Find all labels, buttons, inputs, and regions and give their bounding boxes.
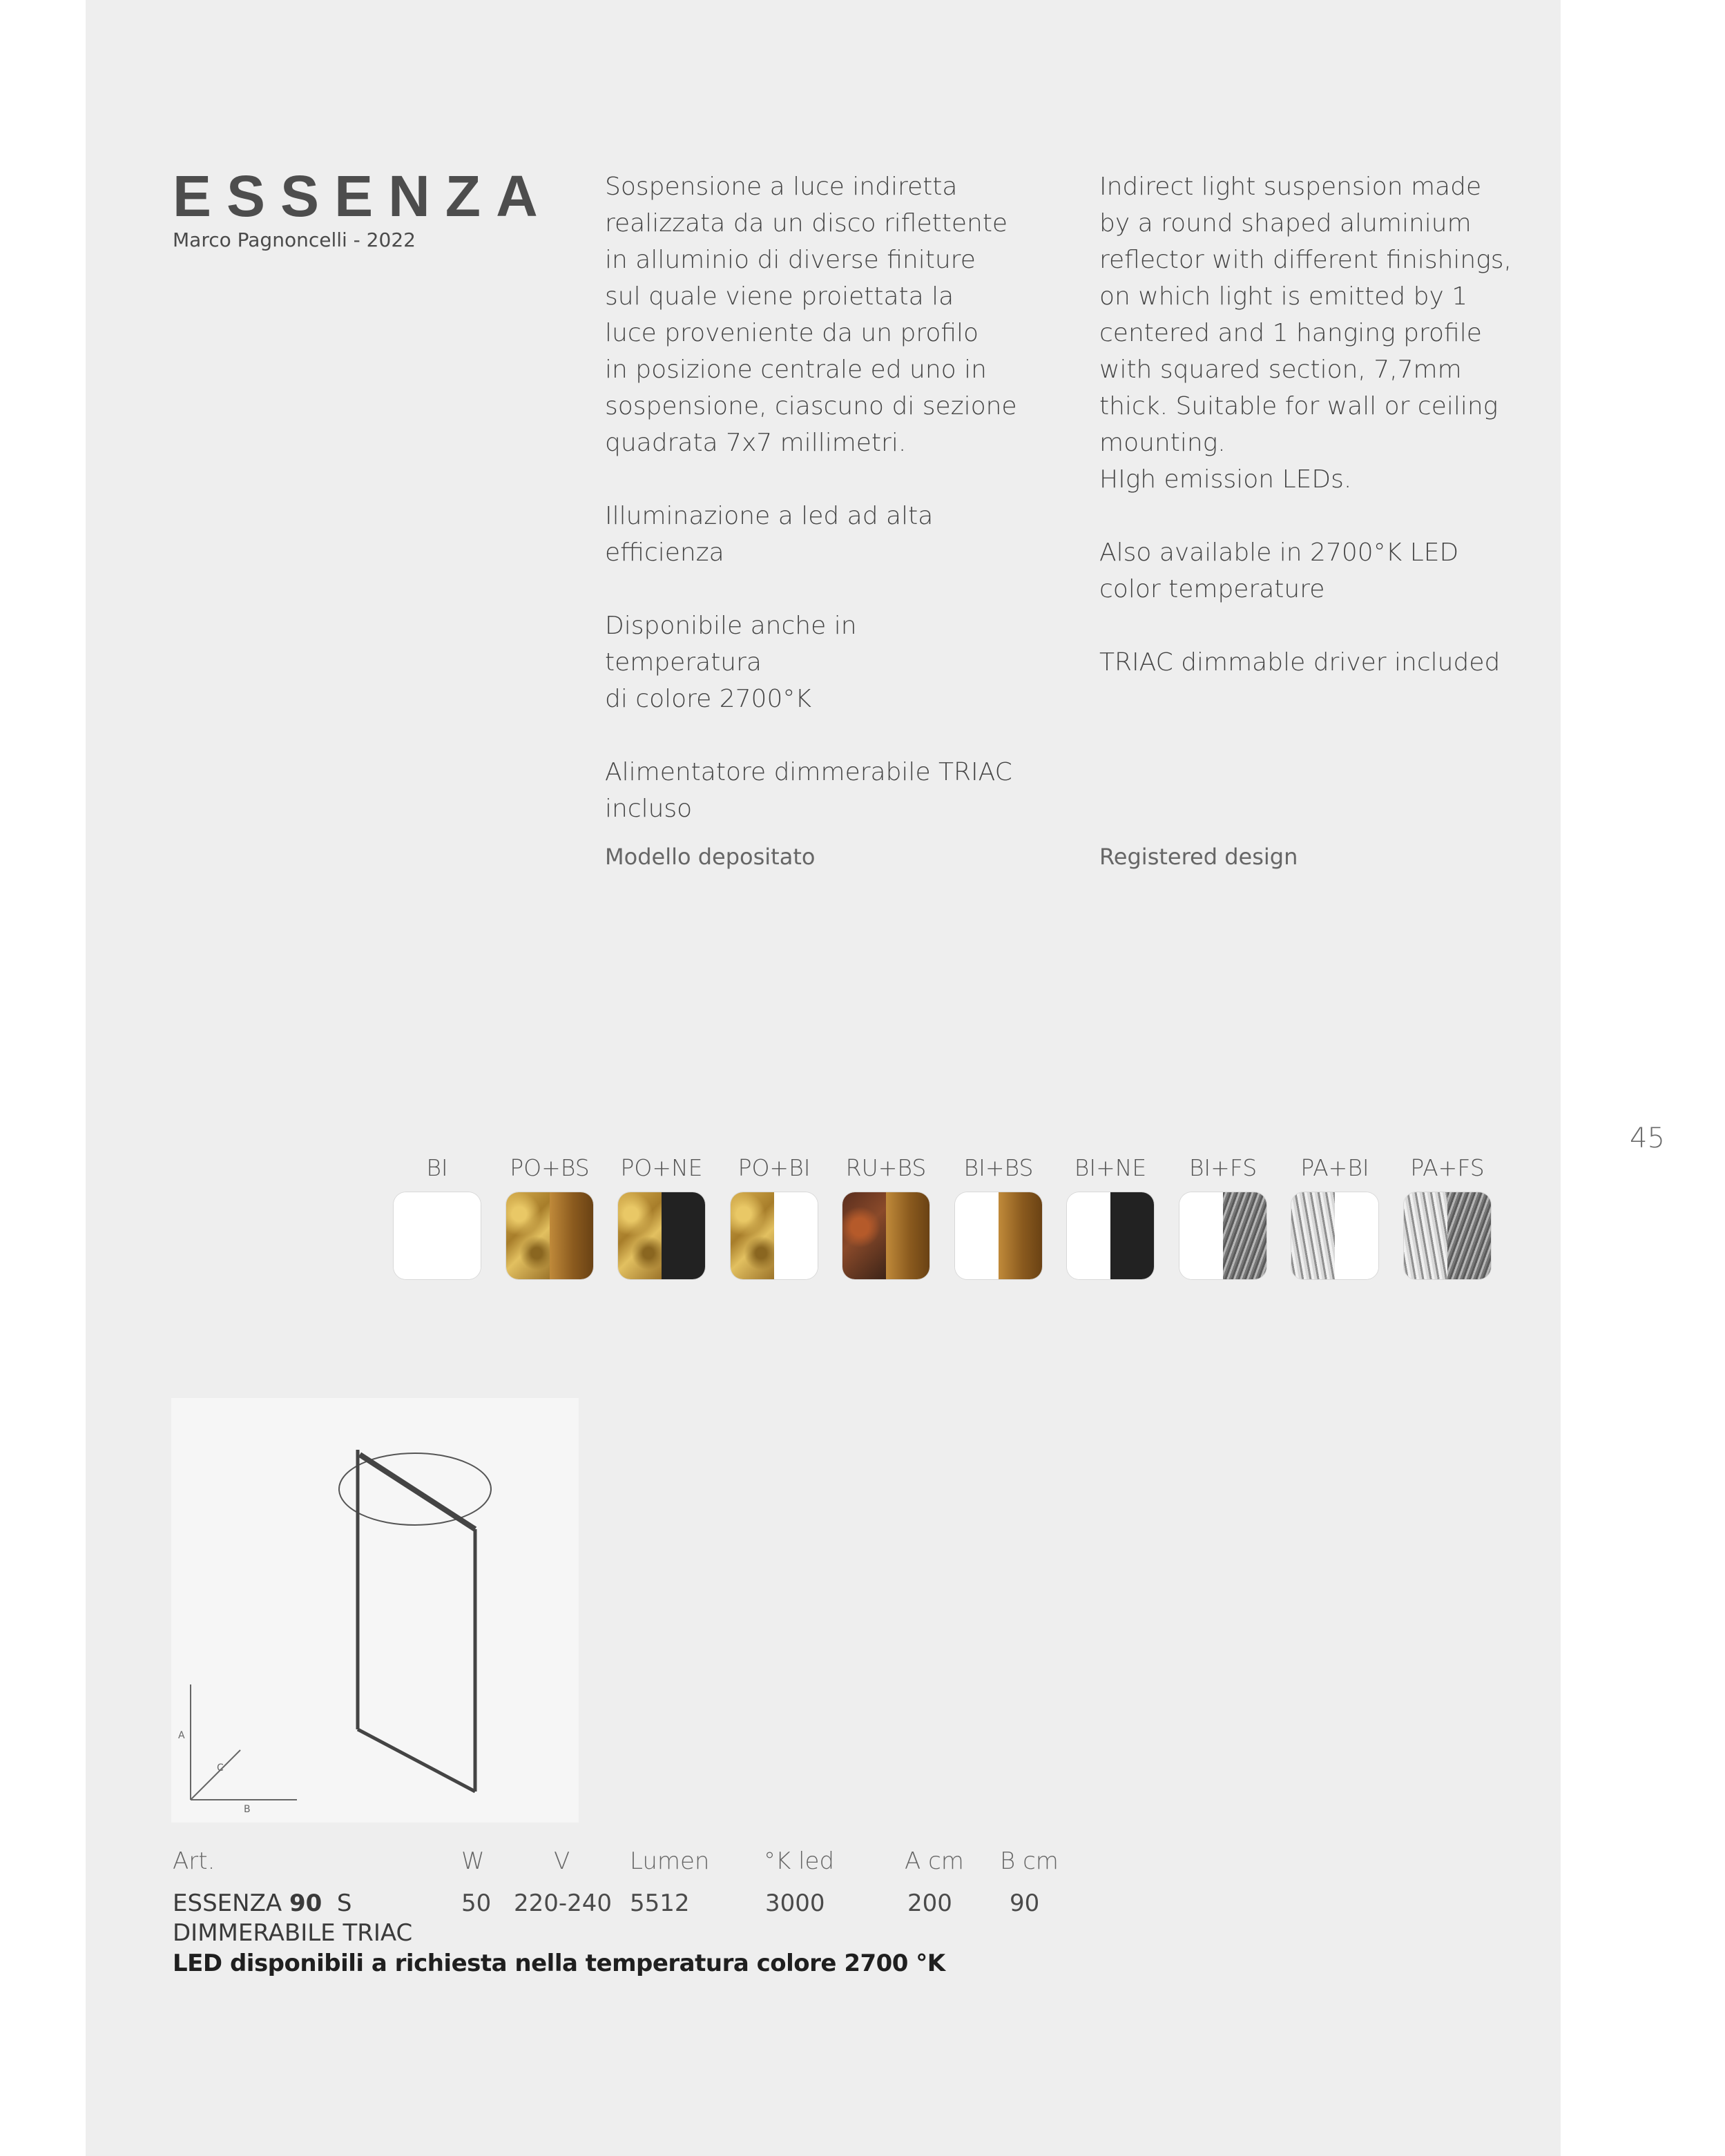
swatch-left-half [955,1192,999,1279]
paragraph: Disponibile anche in temperatura di colore 2700°K [605,612,857,713]
spec-header-w: W [461,1847,485,1875]
description-english [1099,168,1514,717]
spec-header-a-cm: A cm [905,1847,964,1875]
axis-c-line [191,1750,240,1800]
spec-header-k-led: °K led [764,1847,835,1875]
finish-label-po-ne: PO+NE [620,1154,703,1181]
finish-label-bi-fs: BI+FS [1188,1154,1257,1181]
finish-swatch-po-bs [506,1192,593,1279]
paragraph: Also available in 2700°K LED color temperature [1099,538,1459,603]
spec-value-w: 50 [461,1890,492,1917]
finish-swatch-bi-ne [1067,1192,1154,1279]
swatch-right-half [1335,1192,1378,1279]
finish-label-pa-fs: PA+FS [1410,1154,1485,1181]
swatch-right-half [999,1192,1042,1279]
axis-b-label: B [244,1804,251,1815]
finish-label-po-bi: PO+BI [738,1154,811,1181]
finish-label-pa-bi: PA+BI [1300,1154,1369,1181]
product-size: 90 [289,1890,322,1917]
spec-header-art: Art. [173,1847,215,1875]
paragraph: Alimentatore dimmerabile TRIAC incluso [605,758,1012,823]
central-profile [360,1455,475,1529]
spec-header-lumen: Lumen [630,1847,710,1875]
led-availability-note: LED disponibili a richiesta nella temperatura colore 2700 °K [173,1950,945,1977]
swatch-right-half [437,1192,481,1279]
registered-note-italian: Modello depositato [605,844,816,870]
technical-drawing [171,1398,579,1823]
finish-label-po-bs: PO+BS [510,1154,590,1181]
finish-label-bi-ne: BI+NE [1074,1154,1147,1181]
paragraph: Sospensione a luce indiretta realizzata da un disco riflettente in alluminio di diverse finiture sul quale viene proiettata la luce proveniente da un profilo in posizione centrale ed uno in sospensione, ciascuno di sezione quadrata 7x7 millimetri. [605,173,1017,457]
axis-a-label: A [178,1730,185,1741]
swatch-left-half [394,1192,437,1279]
finish-swatch-bi [394,1192,481,1279]
designer-credit: Marco Pagnoncelli - 2022 [173,229,416,251]
finish-swatch-bi-fs [1179,1192,1266,1279]
product-name: ESSENZA [173,1890,282,1917]
swatch-left-half [1291,1192,1335,1279]
page-number: 45 [1630,1123,1665,1154]
swatch-right-half [550,1192,593,1279]
product-type: S [336,1890,352,1917]
swatch-left-half [506,1192,550,1279]
spec-header-v: V [554,1847,570,1875]
bottom-profile [358,1729,475,1791]
spec-value-a-cm: 200 [907,1890,952,1917]
finish-label-bi: BI [426,1154,448,1181]
swatch-right-half [886,1192,929,1279]
finish-label-ru-bs: RU+BS [845,1154,927,1181]
product-subtitle: DIMMERABILE TRIAC [173,1919,413,1947]
spec-value-b-cm: 90 [1010,1890,1040,1917]
spec-value-k-led: 3000 [765,1890,825,1917]
axis-c-label: C [217,1762,224,1774]
product-title: ESSENZA [173,164,553,229]
finish-swatch-po-ne [618,1192,705,1279]
swatch-left-half [1179,1192,1223,1279]
finish-swatch-bi-bs [955,1192,1042,1279]
finish-swatch-po-bi [731,1192,818,1279]
spec-header-b-cm: B cm [1000,1847,1059,1875]
product-code [173,1890,351,1917]
registered-note-english: Registered design [1099,844,1298,870]
finish-swatch-pa-fs [1404,1192,1491,1279]
swatch-left-half [842,1192,886,1279]
swatch-right-half [1223,1192,1266,1279]
spec-value-lumen: 5512 [630,1890,690,1917]
swatch-left-half [1067,1192,1110,1279]
swatch-right-half [662,1192,705,1279]
lamp-diagram [171,1398,579,1823]
finish-label-bi-bs: BI+BS [963,1154,1034,1181]
paragraph: Indirect light suspension made by a round shaped aluminium reflector with different finishings, on which light is emitted by 1 centered and 1 hanging profile with squared section, 7,7mm thick. Suitable for wall or ceiling mounting. HIgh emission LEDs. [1099,173,1512,494]
swatch-right-half [1447,1192,1491,1279]
paragraph: TRIAC dimmable driver included [1099,648,1501,677]
spec-value-v: 220-240 [514,1890,613,1917]
swatch-right-half [774,1192,818,1279]
swatch-right-half [1110,1192,1154,1279]
finish-swatch-pa-bi [1291,1192,1378,1279]
swatch-left-half [618,1192,662,1279]
swatch-left-half [731,1192,774,1279]
swatch-left-half [1404,1192,1447,1279]
paragraph: Illuminazione a led ad alta efficienza [605,502,934,567]
finish-swatch-ru-bs [842,1192,929,1279]
description-italian [605,168,1019,864]
